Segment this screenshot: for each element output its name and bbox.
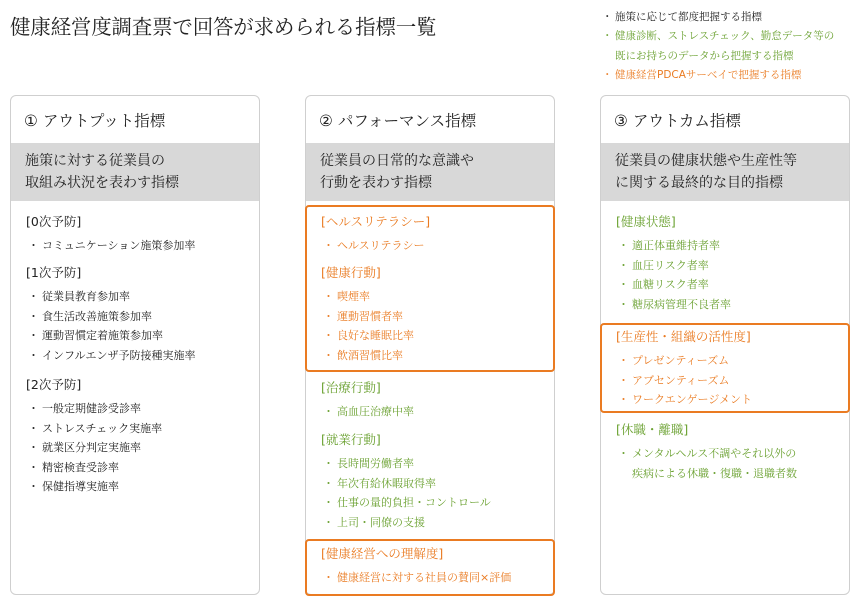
list-item: ・ 仕事の量的負担・コントロール [321,493,546,513]
description-line: 従業員の健康状態や生産性等 [615,153,797,169]
bullet-icon: ・ [28,402,39,415]
legend-label: 健康診断、ストレスチェック、勤怠データ等の [615,30,835,43]
bullet-icon: ・ [323,476,334,490]
bullet-icon: ・ [323,405,334,418]
group-work-behavior [321,431,546,532]
bullet-icon: ・ [323,571,334,584]
group-title: [ヘルスリテラシー] [321,214,431,229]
list-item: ・ 長時間労働者率 [321,454,546,474]
group-title: [2次予防] [26,377,82,392]
group-understanding [321,545,546,588]
description-line: 取組み状況を表わす指標 [25,175,179,191]
description-line: に関する最終的な目的指標 [615,175,783,191]
column-outcome-metrics [600,95,850,595]
group-title: [休職・離職] [616,422,689,437]
bullet-icon: ・ [618,354,629,367]
bullet-icon: ・ [618,239,629,252]
list-item: ・ プレゼンティーズム [616,351,841,371]
bullet-icon: ・ [323,348,334,362]
bullet-icon: ・ [323,329,334,342]
group-primary-0 [26,213,251,256]
bullet-icon: ・ [323,457,334,470]
list-item: ・ 喫煙率 [321,287,546,307]
list-item: ・ メンタルヘルス不調やそれ以外の [616,444,841,464]
legend-label: 既にお持ちのデータから把握する指標 [615,49,794,62]
description-line: 従業員の日常的な意識や [320,153,474,169]
bullet-icon: ・ [323,496,334,509]
group-leave-turnover [616,421,841,483]
list-item: ・ 従業員教育参加率 [26,287,251,307]
list-item: ・ 血圧リスク者率 [616,256,841,276]
bullet-icon: ・ [618,447,629,460]
group-primary-1 [26,264,251,365]
list-item: ・ 高血圧治療中率 [321,402,546,422]
list-item: ・ コミュニケーション施策参加率 [26,236,251,256]
bullet-icon: ・ [28,348,39,362]
list-item: ・ 健康経営に対する社員の賛同×評価 [321,568,546,588]
list-item-continuation: 疾病による休職・復職・退職者数 [632,466,797,480]
color-legend [600,8,834,85]
bullet-icon: ・ [323,515,334,529]
group-title: [健康行動] [321,265,381,280]
list-item: ・ 保健指導実施率 [26,477,251,497]
group-productivity [616,328,841,410]
description-line: 施策に対する従業員の [25,153,165,169]
bullet-icon: ・ [28,290,39,303]
group-title: [健康経営への理解度] [321,546,444,561]
group-treatment-behavior [321,379,546,422]
column-description [11,143,259,201]
list-item: ・ 運動習慣者率 [321,307,546,327]
bullet-icon: ・ [28,329,39,342]
list-item: ・ 一般定期健診受診率 [26,399,251,419]
group-primary-2 [26,376,251,497]
list-item: ・ 食生活改善施策参加率 [26,307,251,327]
list-item: ・ ヘルスリテラシー [321,236,546,256]
bullet-icon: ・ [618,297,629,311]
group-title: [健康状態] [616,214,676,229]
bullet-icon: ・ [28,441,39,454]
bullet-icon: ・ [28,421,39,435]
group-title: [生産性・組織の活性度] [616,329,751,344]
list-item: ・ 運動習慣定着施策参加率 [26,326,251,346]
bullet-icon: ・ [28,460,39,474]
list-item: ・ 良好な睡眠比率 [321,326,546,346]
group-title: [1次予防] [26,265,82,280]
group-title: [0次予防] [26,214,82,229]
bullet-icon: ・ [28,239,39,252]
legend-item-existing-data-metrics [600,27,834,46]
column-heading: ① アウトプット指標 [24,112,166,130]
legend-item-survey-metrics [600,66,834,85]
bullet-icon: ・ [618,278,629,291]
bullet-icon: ・ [618,393,629,406]
bullet-icon: ・ [323,239,334,252]
column-description [306,143,554,201]
list-item: ・ 糖尿病管理不良者率 [616,295,841,315]
group-title: [就業行動] [321,432,381,447]
legend-item-existing-data-metrics-cont [600,47,834,66]
column-performance-metrics [305,95,555,595]
bullet-icon: ・ [323,290,334,303]
bullet-icon: ・ [618,373,629,387]
list-item: ・ ストレスチェック実施率 [26,419,251,439]
legend-label: 健康経営PDCAサーベイで把握する指標 [615,68,802,81]
list-item: ・ 飲酒習慣比率 [321,346,546,366]
list-item: ・ 精密検査受診率 [26,458,251,478]
bullet-icon: ・ [602,68,613,81]
bullet-icon: ・ [602,30,613,43]
bullet-icon: ・ [618,258,629,272]
group-health-status [616,213,841,314]
list-item: ・ 血糖リスク者率 [616,275,841,295]
group-health-literacy [321,213,546,256]
legend-label: 施策に応じて都度把握する指標 [615,11,762,23]
column-heading: ② パフォーマンス指標 [319,112,477,130]
group-health-behavior [321,264,546,365]
group-title: [治療行動] [321,380,381,395]
column-output-metrics [10,95,260,595]
list-item: ・ インフルエンザ予防接種実施率 [26,346,251,366]
page-title: 健康経営度調査票で回答が求められる指標一覧 [10,15,437,39]
description-line: 行動を表わす指標 [320,175,432,191]
list-item: ・ 年次有給休暇取得率 [321,474,546,494]
column-description [601,143,849,201]
bullet-icon: ・ [602,11,613,23]
list-item: ・ 就業区分判定実施率 [26,438,251,458]
list-item: ・ アブセンティーズム [616,371,841,391]
bullet-icon: ・ [28,480,39,493]
bullet-icon: ・ [28,309,39,323]
list-item: ・ ワークエンゲージメント [616,390,841,410]
column-heading: ③ アウトカム指標 [614,112,741,130]
list-item: ・ 適正体重維持者率 [616,236,841,256]
legend-item-event-metrics [600,8,834,27]
bullet-icon: ・ [323,309,334,323]
list-item: ・ 上司・同僚の支援 [321,513,546,533]
